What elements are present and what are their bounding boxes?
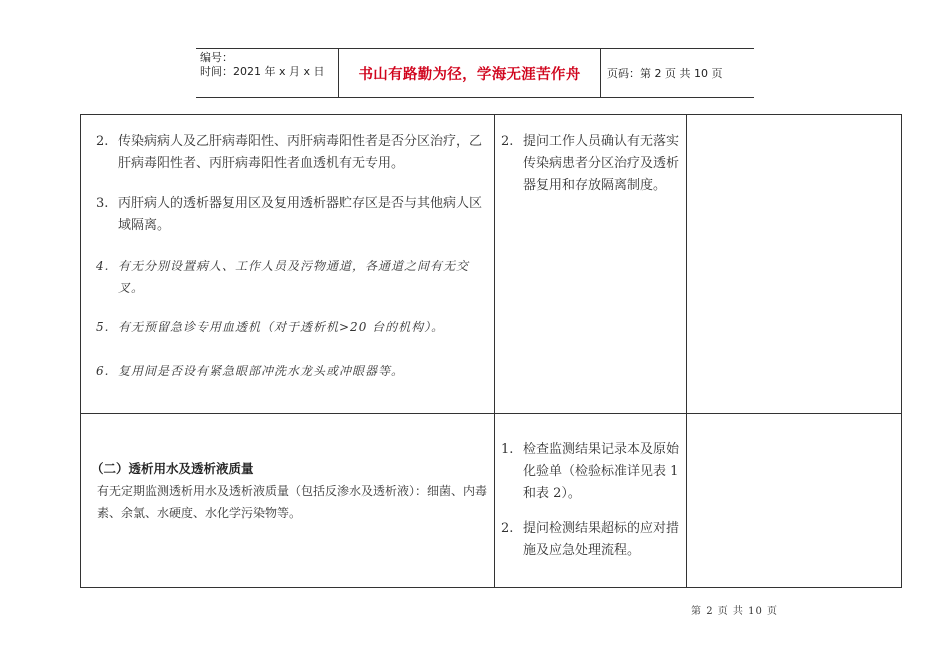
item-text: 传染病病人及乙肝病毒阳性、丙肝病毒阳性者是否分区治疗，乙肝病毒阳性者、丙肝病毒阳性者血透机有无专用。 [118, 134, 483, 171]
item-number: 2. [501, 521, 514, 536]
check-item-6 [96, 360, 491, 382]
header-page-number: 页码：第 2 页 共 10 页 [607, 67, 723, 80]
item-text: 有无预留急诊专用血透机（对于透析机>20 台的机构）。 [118, 320, 445, 334]
page-header [196, 48, 754, 98]
item-number: 3. [96, 196, 109, 211]
item-number: 4. [96, 259, 110, 273]
document-time-label: 时间：2021 年 x 月 x 日 [200, 65, 325, 78]
item-text: 丙肝病人的透析器复用区及复用透析器贮存区是否与其他病人区域隔离。 [118, 196, 483, 233]
method-item-2b [501, 518, 683, 562]
section-title: （二）透析用水及透析液质量 [91, 461, 254, 476]
check-item-4 [96, 255, 491, 299]
item-number: 1. [501, 442, 514, 457]
item-number: 6. [96, 364, 110, 378]
column-divider-2 [686, 115, 687, 587]
item-text: 提问检测结果超标的应对措施及应急处理流程。 [523, 521, 680, 558]
checklist-table [80, 114, 902, 588]
column-divider-1 [494, 115, 495, 587]
check-item-3 [96, 193, 491, 237]
method-item-2 [501, 131, 683, 197]
item-number: 5. [96, 320, 110, 334]
section-description: 有无定期监测透析用水及透析液质量（包括反渗水及透析液）：细菌、内毒素、余氯、水硬度、水化学污染物等。 [97, 484, 488, 520]
page-footer: 第 2 页 共 10 页 [691, 606, 778, 617]
item-text: 复用间是否设有紧急眼部冲洗水龙头或冲眼器等。 [118, 364, 405, 378]
item-text: 有无分别设置病人、工作人员及污物通道，各通道之间有无交叉。 [118, 259, 470, 295]
row-divider [81, 413, 901, 414]
header-slogan: 书山有路勤为径，学海无涯苦作舟 [339, 49, 601, 97]
document-number-label: 编号： [200, 51, 233, 64]
check-item-2 [96, 131, 491, 175]
item-text: 检查监测结果记录本及原始化验单（检验标准详见表 1 和表 2）。 [523, 442, 680, 501]
item-number: 2. [96, 134, 109, 149]
check-item-5 [96, 316, 491, 338]
method-item-1 [501, 439, 683, 505]
item-number: 2. [501, 134, 514, 149]
header-meta [196, 49, 339, 97]
item-text: 提问工作人员确认有无落实传染病患者分区治疗及透析器复用和存放隔离制度。 [523, 134, 680, 193]
